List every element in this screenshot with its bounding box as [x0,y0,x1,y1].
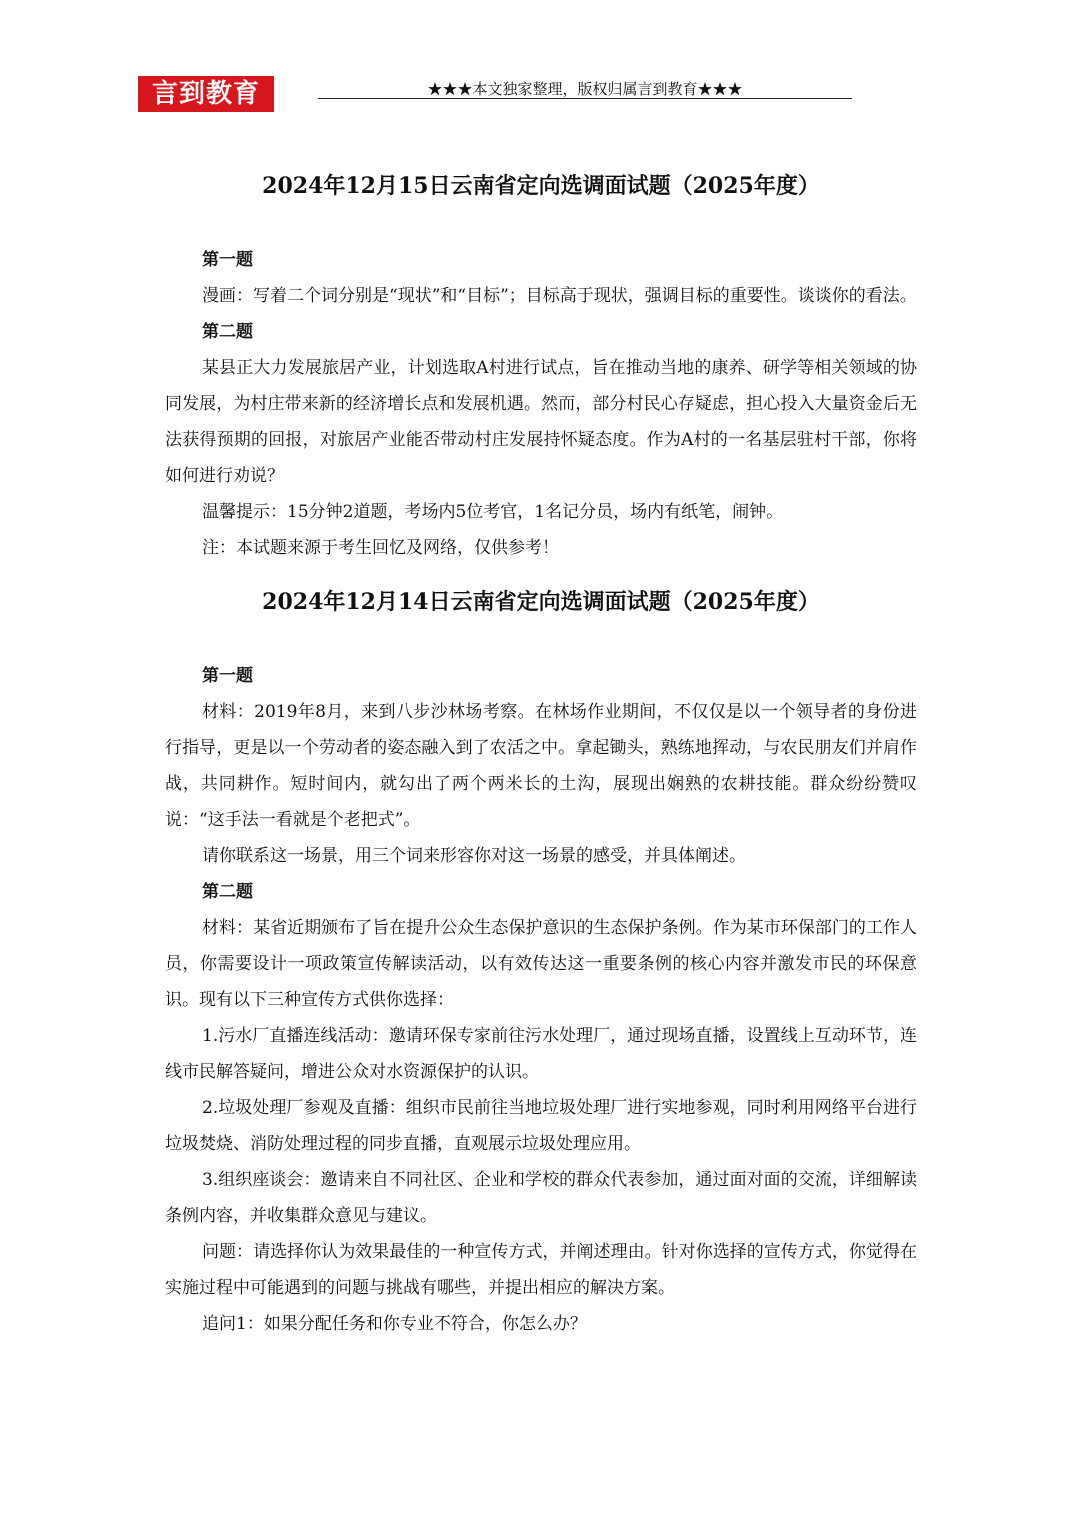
question-heading: 第一题 [202,666,253,686]
source-note: 注：本试题来源于考生回忆及网络，仅供参考！ [202,538,559,558]
question-heading: 第一题 [202,250,253,270]
question-material: 材料：2019年8月，来到八步沙林场考察。在林场作业期间，不仅仅是以一个领导者的身份进行指导，更是以一个劳动者的姿态融入到了农活之中。拿起锄头，熟练地挥动，与农民朋友们并肩作战，共同耕作。短时间内，就勾出了两个两米长的土沟，展现出娴熟的农耕技能。群众纷纷赞叹说：“这手法一看就是个老把式”。 [165,702,917,830]
section-title: 2024年12月14日云南省定向选调面试题（2025年度） [262,589,820,615]
option-item: 3.组织座谈会：邀请来自不同社区、企业和学校的群众代表参加，通过面对面的交流，详细解读条例内容，并收集群众意见与建议。 [165,1170,917,1226]
question-heading: 第二题 [202,882,253,902]
question-heading: 第二题 [202,322,253,342]
question-material: 材料：某省近期颁布了旨在提升公众生态保护意识的生态保护条例。作为某市环保部门的工作人员，你需要设计一项政策宣传解读活动，以有效传达这一重要条例的核心内容并激发市民的环保意识。现有以下三种宣传方式供你选择： [165,918,917,1010]
section-title: 2024年12月15日云南省定向选调面试题（2025年度） [262,173,820,199]
section-dec-15 [165,166,917,566]
header-divider [318,98,852,99]
option-item: 2.垃圾处理厂参观及直播：组织市民前往当地垃圾处理厂进行实地参观，同时利用网络平台进行垃圾焚烧、消防处理过程的同步直播，直观展示垃圾处理应用。 [165,1098,917,1154]
document-body [165,166,917,1342]
followup-question: 追问1：如果分配任务和你专业不符合，你怎么办？ [202,1314,587,1334]
question-text: 漫画：写着二个词分别是“现状”和“目标”；目标高于现状，强调目标的重要性。谈谈你的看法。 [202,286,917,306]
copyright-note: ★★★本文独家整理，版权归属言到教育★★★ [427,80,743,98]
section-dec-14 [165,582,917,1342]
question-text: 某县正大力发展旅居产业，计划选取A村进行试点，旨在推动当地的康养、研学等相关领域的协同发展，为村庄带来新的经济增长点和发展机遇。然而，部分村民心存疑虑，担心投入大量资金后无法获得预期的回报，对旅居产业能否带动村庄发展持怀疑态度。作为A村的一名基层驻村干部，你将如何进行劝说？ [165,358,917,486]
question-text: 问题：请选择你认为效果最佳的一种宣传方式，并阐述理由。针对你选择的宣传方式，你觉得在实施过程中可能遇到的问题与挑战有哪些，并提出相应的解决方案。 [165,1242,917,1298]
brand-logo: 言到教育 [138,76,274,112]
option-item: 1.污水厂直播连线活动：邀请环保专家前往污水处理厂，通过现场直播，设置线上互动环节，连线市民解答疑问，增进公众对水资源保护的认识。 [165,1026,917,1082]
question-text: 请你联系这一场景，用三个词来形容你对这一场景的感受，并具体阐述。 [202,846,746,866]
page-header [0,0,1080,120]
exam-tip: 温馨提示：15分钟2道题，考场内5位考官，1名记分员，场内有纸笔，闹钟。 [202,502,784,522]
